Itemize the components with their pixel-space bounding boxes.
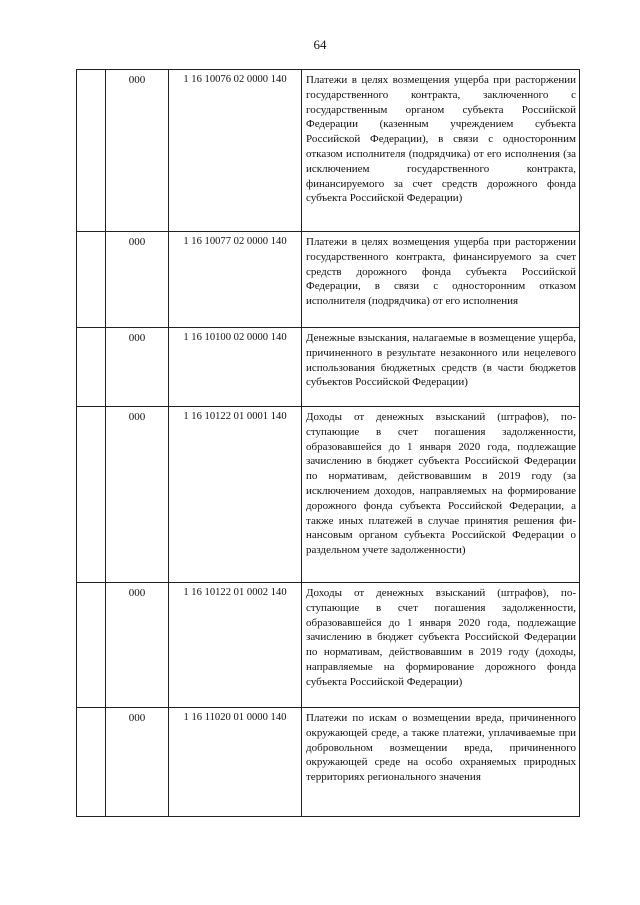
- admin-code-cell: 000: [106, 407, 169, 583]
- table-row: [77, 70, 580, 232]
- empty-cell: [77, 583, 106, 708]
- page-number: 64: [313, 37, 327, 52]
- description-cell: Денежные взыскания, налагаемые в возмещение ущерба, причиненного в результате незаконного или нецелевого использования бюджетных средств (в части бюджетов субъектов Российской Федерации): [302, 328, 580, 407]
- description-cell: Платежи в целях возмещения ущерба при расторжении государственного контракта, заключенного с государственным органом субъекта Российской Федерации (казенным учреждением субъекта Российской Федерации), в связи с односторонним отказом исполнителя (подрядчика) от его исполнения (за исключением государственного контракта, финансируемого за счет средств дорожного фонда субъекта Российской Федерации): [302, 70, 580, 232]
- admin-code-cell: 000: [106, 328, 169, 407]
- description-cell: Доходы от денежных взысканий (штрафов), поступающие в счет погашения задолженности, образовавшейся до 1 января 2020 года, подлежащие зачислению в бюджет субъекта Российской Федерации по нормативам, действовавшим в 2019 году (за исключением доходов, направляемых на формирование дорожного фонда субъекта Российской Федерации, а также иных платежей в случае принятия решения финансовым органом субъекта Российской Федерации о раздельном учете задолженности): [302, 407, 580, 583]
- admin-code-cell: 000: [106, 583, 169, 708]
- table-row: [77, 407, 580, 583]
- empty-cell: [77, 232, 106, 328]
- budget-codes-table: [76, 69, 580, 817]
- description-cell: Платежи в целях возмещения ущерба при расторжении государственного контракта, финансируемого за счет средств дорожного фонда субъекта Российской Федерации, в связи с односторонним отказом исполнителя (подрядчика) от его исполнения: [302, 232, 580, 328]
- empty-cell: [77, 407, 106, 583]
- budget-code-cell: 1 16 10076 02 0000 140: [169, 70, 302, 232]
- budget-code-cell: 1 16 11020 01 0000 140: [169, 708, 302, 817]
- budget-code-cell: 1 16 10122 01 0002 140: [169, 583, 302, 708]
- empty-cell: [77, 708, 106, 817]
- admin-code-cell: 000: [106, 70, 169, 232]
- budget-code-cell: 1 16 10077 02 0000 140: [169, 232, 302, 328]
- table-row: [77, 232, 580, 328]
- table-row: [77, 583, 580, 708]
- empty-cell: [77, 328, 106, 407]
- table-row: [77, 328, 580, 407]
- admin-code-cell: 000: [106, 708, 169, 817]
- budget-code-cell: 1 16 10100 02 0000 140: [169, 328, 302, 407]
- description-cell: Платежи по искам о возмещении вреда, причиненного окружающей среде, а также платежи, уплачиваемые при добровольном возмещении вреда, причиненного окружающей среде на особо охраняемых природных территориях регионального значения: [302, 708, 580, 817]
- table-row: [77, 708, 580, 817]
- budget-code-cell: 1 16 10122 01 0001 140: [169, 407, 302, 583]
- admin-code-cell: 000: [106, 232, 169, 328]
- description-cell: Доходы от денежных взысканий (штрафов), поступающие в счет погашения задолженности, образовавшейся до 1 января 2020 года, подлежащие зачислению в бюджет субъекта Российской Федерации по нормативам, действовавшим в 2019 году (доходы, направляемые на формирование дорожного фонда субъекта Российской Федерации): [302, 583, 580, 708]
- empty-cell: [77, 70, 106, 232]
